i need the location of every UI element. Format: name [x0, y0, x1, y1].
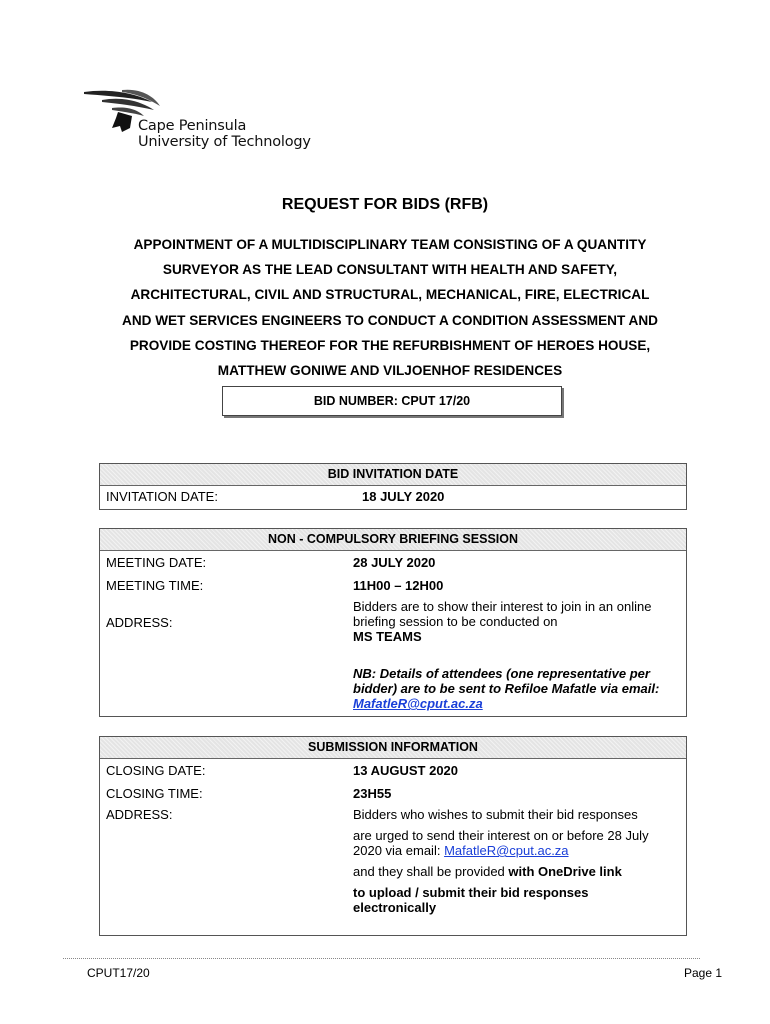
description-line: SURVEYOR AS THE LEAD CONSULTANT WITH HEALTH AND SAFETY,: [162, 262, 618, 278]
briefing-platform: MS TEAMS: [353, 629, 422, 644]
submission-line4: to upload / submit their bid responses electronically: [353, 885, 589, 915]
briefing-address-text: [353, 599, 663, 644]
bid-number-box: BID NUMBER: CPUT 17/20: [222, 386, 562, 416]
institution-name-line1: Cape Peninsula: [138, 118, 247, 134]
submission-line1: Bidders who wishes to submit their bid responses: [353, 807, 638, 822]
description-line: MATTHEW GONIWE AND VILJOENHOF RESIDENCES: [217, 363, 563, 379]
meeting-date-label: MEETING DATE:: [106, 555, 207, 570]
meeting-time-label: MEETING TIME:: [106, 578, 204, 593]
description-line: AND WET SERVICES ENGINEERS TO CONDUCT A CONDITION ASSESSMENT AND: [122, 312, 658, 328]
submission-email-link[interactable]: MafatleR@cput.ac.za: [444, 843, 569, 858]
institution-name-line2: University of Technology: [138, 134, 311, 150]
invitation-section: [99, 463, 687, 510]
submission-line2-text: are urged to send their interest on or before 28 July 2020 via email:: [353, 828, 649, 858]
closing-date-value: 13 AUGUST 2020: [353, 763, 459, 778]
nb-text: NB: Details of attendees (one representative per bidder) are to be sent to Refiloe Mafatle via email:: [353, 666, 660, 696]
submission-heading: SUBMISSION INFORMATION: [100, 737, 686, 759]
briefing-section: [99, 528, 687, 717]
submission-section: [99, 736, 687, 936]
rfb-description: [70, 232, 710, 383]
closing-time-value: 23H55: [353, 786, 392, 801]
meeting-time-value: 11H00 – 12H00: [353, 578, 444, 593]
closing-time-label: CLOSING TIME:: [106, 786, 203, 801]
submission-line3: [353, 864, 663, 879]
invitation-heading: BID INVITATION DATE: [100, 464, 686, 486]
briefing-email-link[interactable]: MafatleR@cput.ac.za: [353, 696, 483, 711]
submission-line3-plain: and they shall be provided: [353, 864, 509, 879]
submission-line3-bold: with OneDrive link: [508, 864, 622, 879]
submission-address-label: ADDRESS:: [106, 807, 173, 822]
briefing-address-label: ADDRESS:: [106, 615, 173, 630]
page-number: Page 1: [684, 966, 723, 980]
description-line: ARCHITECTURAL, CIVIL AND STRUCTURAL, MECHANICAL, FIRE, ELECTRICAL: [130, 287, 650, 303]
footer-divider: [63, 958, 700, 959]
description-line: APPOINTMENT OF A MULTIDISCIPLINARY TEAM CONSISTING OF A QUANTITY: [133, 237, 647, 252]
closing-date-label: CLOSING DATE:: [106, 763, 206, 778]
briefing-address-description: Bidders are to show their interest to join in an online briefing session to be conducted on: [353, 599, 652, 629]
submission-line2: [353, 828, 663, 858]
page-title: REQUEST FOR BIDS (RFB): [281, 196, 489, 213]
footer-reference: CPUT17/20: [87, 966, 150, 980]
invitation-date-value: 18 JULY 2020: [362, 489, 445, 504]
briefing-nb-note: [353, 666, 663, 711]
meeting-date-value: 28 JULY 2020: [353, 555, 436, 570]
institution-name: [138, 118, 311, 150]
description-line: PROVIDE COSTING THEREOF FOR THE REFURBISHMENT OF HEROES HOUSE,: [129, 337, 651, 353]
invitation-date-label: INVITATION DATE:: [106, 489, 218, 504]
briefing-heading: NON - COMPULSORY BRIEFING SESSION: [100, 529, 686, 551]
